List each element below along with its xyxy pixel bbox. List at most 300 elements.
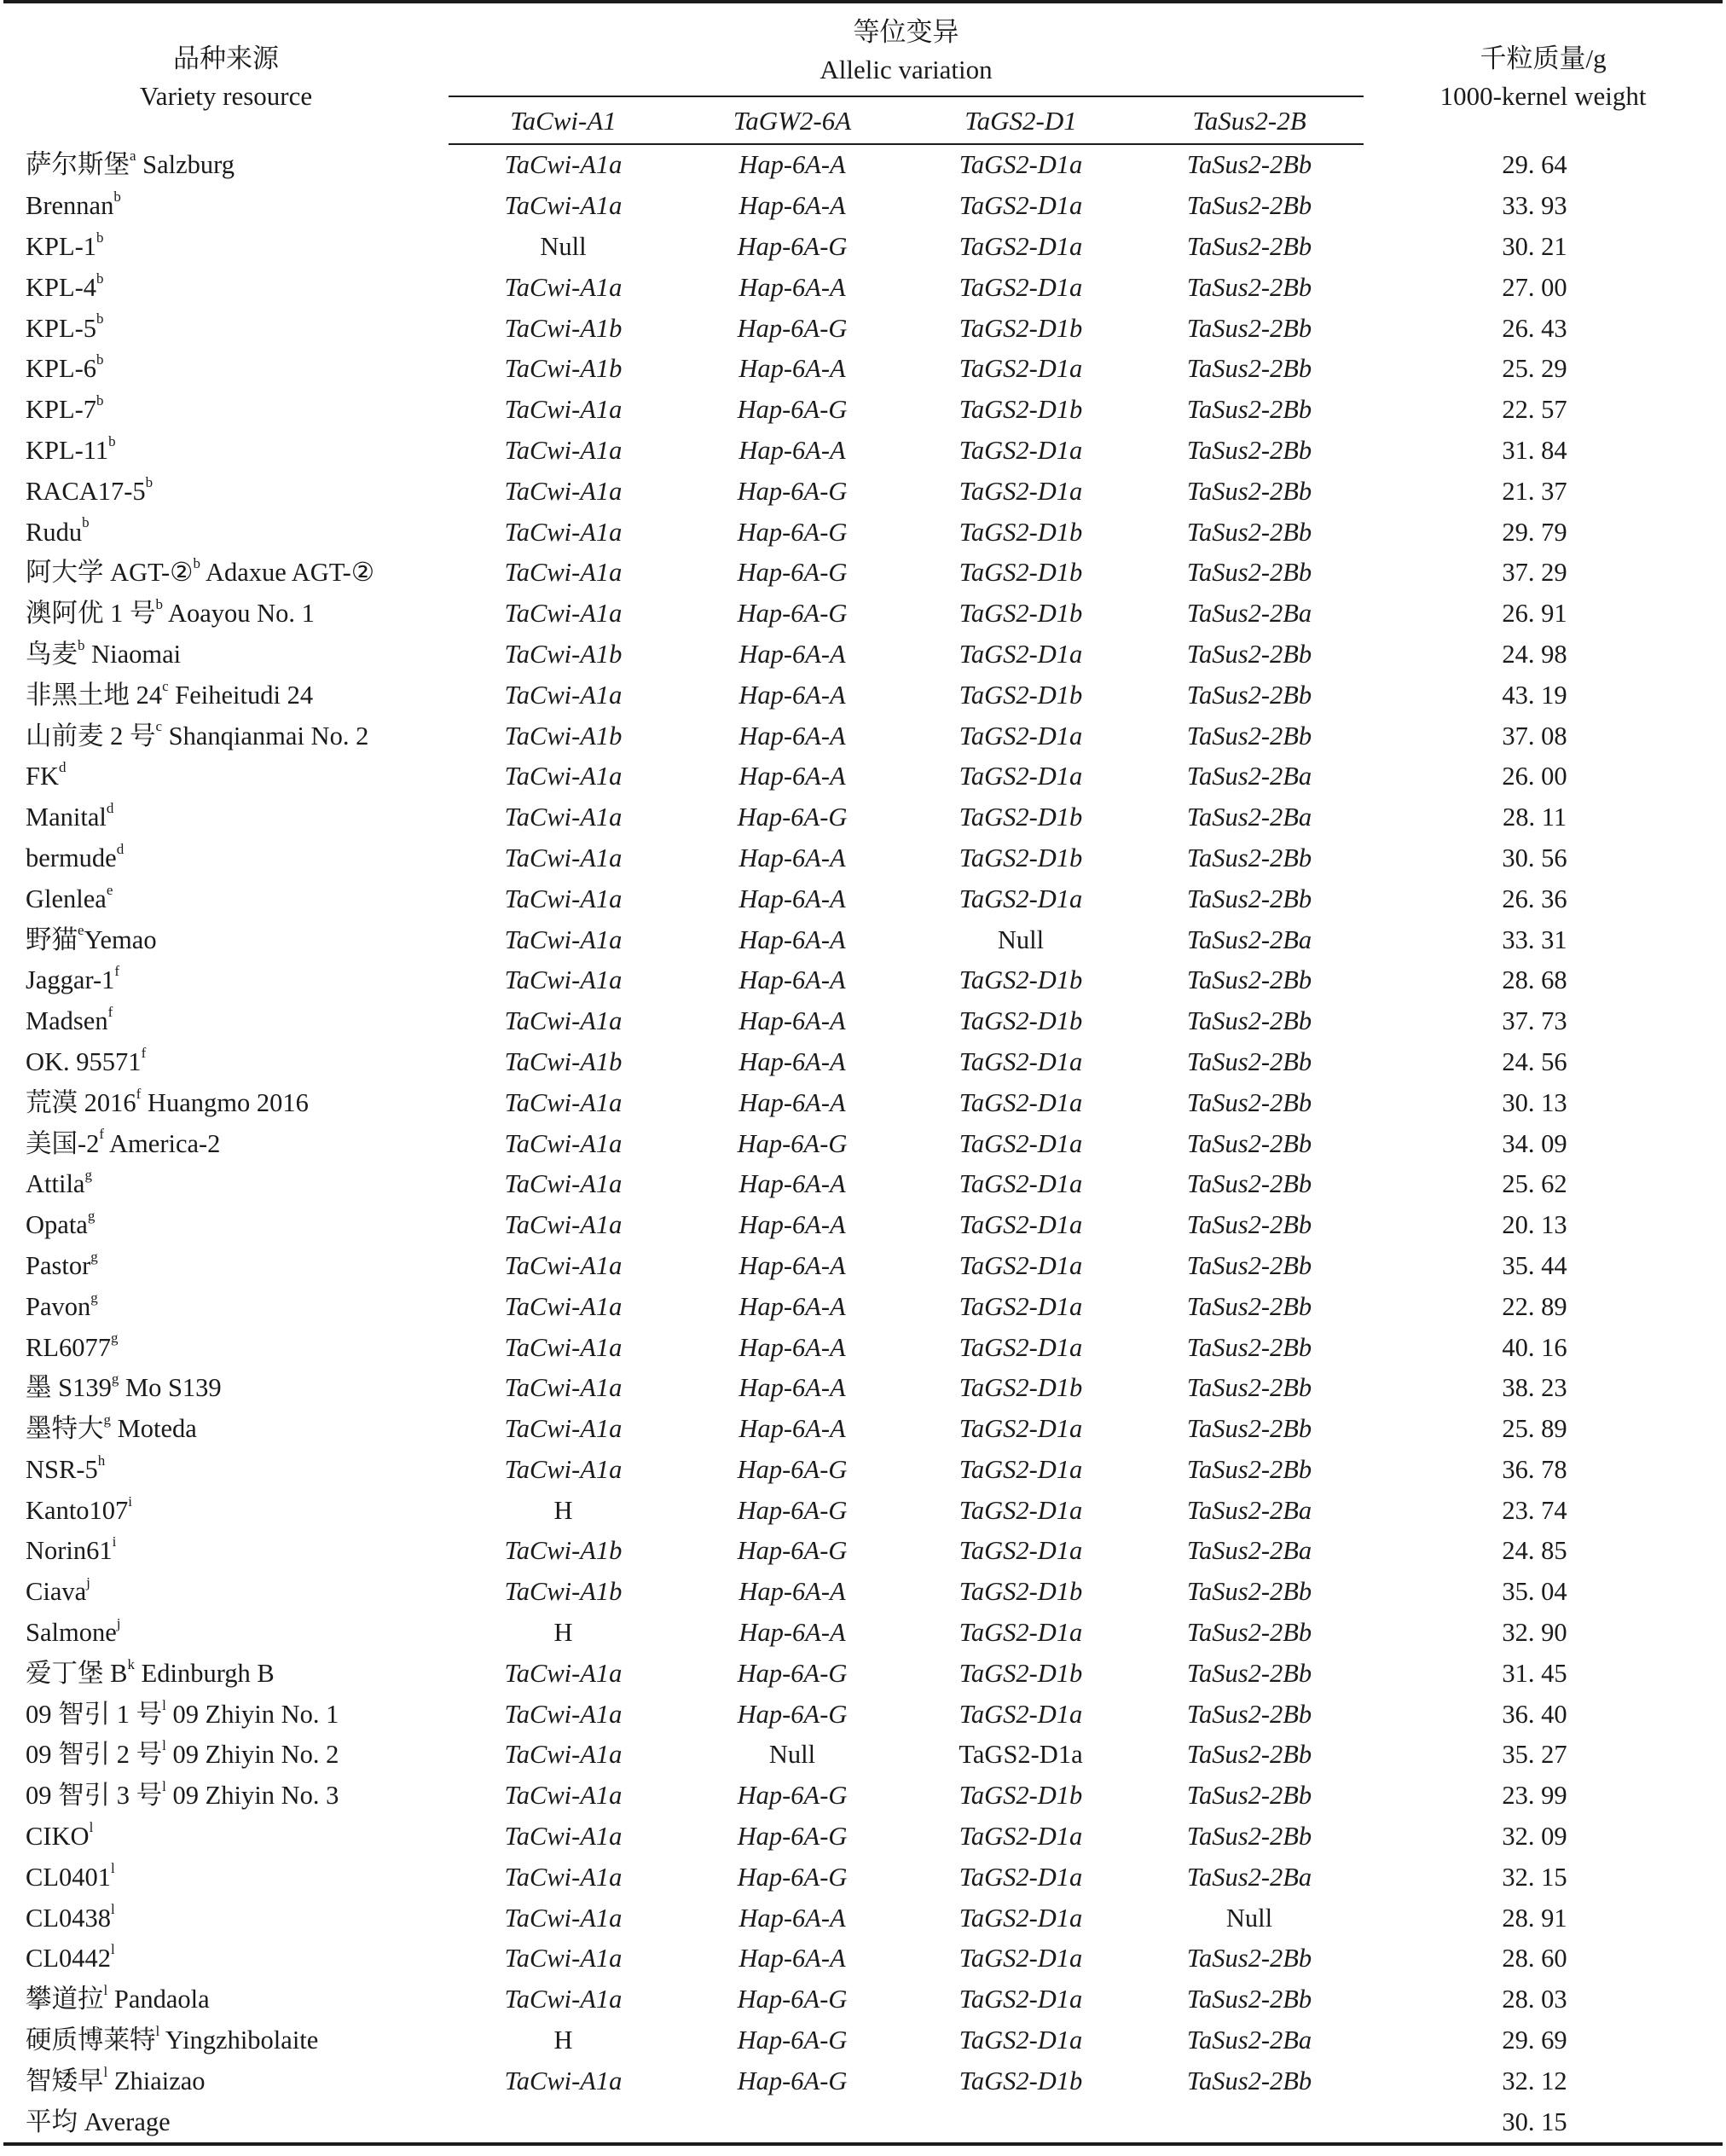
tasus2-cell: TaSus2-2Bb <box>1186 1740 1312 1770</box>
tags2-cell: TaGS2-D1a <box>959 1495 1083 1525</box>
tags2-cell: TaGS2-D1a <box>959 1944 1083 1973</box>
kernel-weight-cell: 26. 36 <box>1502 884 1567 913</box>
variety-header-zh: 品种来源 <box>173 43 279 73</box>
tagw2-cell: Hap-6A-G <box>737 1781 848 1811</box>
source-footnote-mark: b <box>96 270 104 287</box>
variety-cell <box>3 1857 449 1898</box>
tasus2-cell: TaSus2-2Bb <box>1186 354 1312 384</box>
tagw2-cell: Hap-6A-A <box>738 1210 846 1240</box>
tasus2-cell: TaSus2-2Bb <box>1186 884 1312 913</box>
tags2-cell: TaGS2-D1a <box>959 1699 1083 1729</box>
tasus2-cell: TaSus2-2Bb <box>1186 1291 1312 1321</box>
table-row <box>3 1613 1723 1654</box>
variety-cell <box>3 227 449 268</box>
tasus2-cell: TaSus2-2Ba <box>1186 1495 1312 1525</box>
tacwi-cell: TaCwi-A1a <box>504 1332 623 1362</box>
source-footnote-mark: i <box>128 1492 133 1510</box>
variety-name-en: Zhiaizao <box>107 2066 206 2095</box>
tacwi-cell: TaCwi-A1a <box>504 1006 623 1036</box>
tags2-cell <box>906 2101 1135 2144</box>
variety-name: 09 智引 1 号 <box>26 1699 163 1729</box>
kernel-weight-cell: 32. 12 <box>1502 2066 1567 2095</box>
tags2-cell: TaGS2-D1a <box>959 191 1083 221</box>
tags2-cell: TaGS2-D1a <box>959 1250 1083 1280</box>
tagw2-cell: Hap-6A-A <box>738 1903 846 1933</box>
table-row <box>3 1979 1723 2020</box>
kernel-weight-cell: 26. 43 <box>1502 313 1567 343</box>
tags2-cell: TaGS2-D1a <box>959 1862 1083 1892</box>
variety-name-en: Shanqianmai No. 2 <box>162 721 369 751</box>
variety-name: Ciava <box>26 1577 87 1607</box>
tacwi-cell: TaCwi-A1a <box>504 1414 623 1444</box>
tagw2-cell: Hap-6A-G <box>737 1128 848 1158</box>
source-footnote-mark: f <box>107 1003 113 1020</box>
tacwi-cell: TaCwi-A1b <box>504 1046 623 1076</box>
kernel-weight-cell: 38. 23 <box>1502 1373 1567 1403</box>
tasus2-cell: TaSus2-2Bb <box>1186 2066 1312 2095</box>
tasus2-cell: TaSus2-2Bb <box>1186 1985 1312 2014</box>
tacwi-cell: TaCwi-A1a <box>504 599 623 629</box>
tacwi-cell: TaCwi-A1a <box>504 517 623 547</box>
source-footnote-mark: l <box>162 1737 166 1754</box>
tacwi-cell: TaCwi-A1a <box>504 1658 623 1688</box>
tags2-cell: TaGS2-D1b <box>959 1577 1083 1607</box>
variety-name-en: Niaomai <box>84 639 182 669</box>
tacwi-cell: TaCwi-A1a <box>504 1169 623 1199</box>
tasus2-cell: TaSus2-2Bb <box>1186 1250 1312 1280</box>
tags2-cell: TaGS2-D1a <box>959 762 1083 791</box>
tags2-cell: TaGS2-D1a <box>959 1087 1083 1117</box>
source-footnote-mark: a <box>130 147 136 164</box>
source-footnote-mark: f <box>141 1044 147 1061</box>
table-row <box>3 227 1723 268</box>
kernel-weight-cell: 30. 56 <box>1502 843 1567 872</box>
tagw2-cell: Hap-6A-A <box>738 1332 846 1362</box>
variety-name: NSR-5 <box>26 1454 98 1484</box>
tagw2-cell: Hap-6A-G <box>737 1495 848 1525</box>
source-footnote-mark: l <box>103 1982 108 1999</box>
variety-cell <box>3 716 449 756</box>
source-footnote-mark: g <box>90 1248 98 1265</box>
tagw2-cell: Hap-6A-G <box>737 1454 848 1484</box>
variety-name: OK. 95571 <box>26 1046 142 1076</box>
kernel-weight-cell: 37. 73 <box>1502 1006 1567 1036</box>
tacwi-cell: TaCwi-A1a <box>504 680 623 710</box>
tagw2-cell: Hap-6A-A <box>738 1291 846 1321</box>
source-footnote-mark: j <box>86 1574 90 1591</box>
variety-name-en: Pandaola <box>107 1985 210 2014</box>
tags2-cell: TaGS2-D1a <box>959 1618 1083 1648</box>
kernel-weight-cell: 35. 44 <box>1502 1250 1567 1280</box>
variety-cell <box>3 1368 449 1409</box>
tasus2-cell: TaSus2-2Bb <box>1186 435 1312 465</box>
tagw2-cell: Hap-6A-G <box>737 1985 848 2014</box>
tasus2-cell: TaSus2-2Bb <box>1186 1332 1312 1362</box>
kernel-weight-cell: 37. 29 <box>1502 558 1567 588</box>
variety-cell <box>3 1123 449 1164</box>
variety-cell <box>3 919 449 960</box>
variety-cell <box>3 2060 449 2101</box>
variety-name-en: Aoayou No. 1 <box>163 599 315 629</box>
tasus2-cell: TaSus2-2Ba <box>1186 803 1312 832</box>
tasus2-cell: TaSus2-2Bb <box>1186 1822 1312 1852</box>
tasus2-cell: TaSus2-2Bb <box>1186 1373 1312 1403</box>
variety-cell <box>3 838 449 879</box>
tacwi-cell: TaCwi-A1a <box>504 1128 623 1158</box>
source-footnote-mark: d <box>116 840 125 857</box>
tacwi-cell: TaCwi-A1a <box>504 435 623 465</box>
tagw2-cell: Hap-6A-G <box>737 599 848 629</box>
kernel-weight-cell: 23. 99 <box>1502 1781 1567 1811</box>
tasus2-cell: TaSus2-2Ba <box>1186 2026 1312 2055</box>
table-row <box>3 1531 1723 1572</box>
kernel-weight-cell: 25. 62 <box>1502 1169 1567 1199</box>
variety-name: Pastor <box>26 1250 91 1280</box>
tacwi-cell: TaCwi-A1a <box>504 1699 623 1729</box>
tasus2-cell: TaSus2-2Bb <box>1186 1658 1312 1688</box>
table-row <box>3 308 1723 349</box>
table-row <box>3 1082 1723 1123</box>
tasus2-cell: TaSus2-2Bb <box>1186 1414 1312 1444</box>
source-footnote-mark: i <box>112 1533 117 1550</box>
source-footnote-mark: b <box>82 514 90 531</box>
variety-cell <box>3 308 449 349</box>
tagw2-cell: Hap-6A-G <box>737 2026 848 2055</box>
tacwi-cell: TaCwi-A1a <box>504 924 623 954</box>
kernel-weight-cell: 30. 13 <box>1502 1087 1567 1117</box>
variety-cell <box>3 1735 449 1776</box>
variety-cell <box>3 1327 449 1368</box>
variety-name: 美国-2 <box>26 1128 100 1158</box>
variety-cell <box>3 2101 449 2144</box>
variety-name: Glenlea <box>26 884 107 913</box>
table-row <box>3 512 1723 553</box>
tagw2-cell: Hap-6A-G <box>737 476 848 506</box>
tags2-cell: TaGS2-D1a <box>959 1046 1083 1076</box>
table-row <box>3 1286 1723 1327</box>
tags2-cell: TaGS2-D1a <box>959 639 1083 669</box>
tagw2-cell: Hap-6A-A <box>738 965 846 995</box>
tags2-cell: TaGS2-D1a <box>959 272 1083 302</box>
variety-name: RACA17-5 <box>26 476 146 506</box>
tasus2-cell: TaSus2-2Bb <box>1186 721 1312 751</box>
tacwi-cell: TaCwi-A1a <box>504 476 623 506</box>
source-footnote-mark: c <box>162 677 169 694</box>
kernel-weight-cell: 29. 69 <box>1502 2026 1567 2055</box>
kernel-weight-cell: 32. 15 <box>1502 1862 1567 1892</box>
tacwi-cell: TaCwi-A1a <box>504 1985 623 2014</box>
source-footnote-mark: d <box>59 759 67 776</box>
table-row <box>3 878 1723 919</box>
tagw2-cell: Hap-6A-A <box>738 924 846 954</box>
tasus2-cell: TaSus2-2Bb <box>1186 313 1312 343</box>
tacwi-cell: TaCwi-A1a <box>504 965 623 995</box>
tacwi-cell: TaCwi-A1b <box>504 1536 623 1566</box>
variety-cell <box>3 1531 449 1572</box>
source-footnote-mark: l <box>162 1778 166 1795</box>
gene-header-tags2: TaGS2-D1 <box>906 96 1135 144</box>
tags2-cell: TaGS2-D1b <box>959 1781 1083 1811</box>
tags2-cell: TaGS2-D1a <box>959 1414 1083 1444</box>
source-footnote-mark: e <box>78 922 84 939</box>
source-footnote-mark: l <box>110 1859 115 1876</box>
kernel-weight-cell: 32. 09 <box>1502 1822 1567 1852</box>
source-footnote-mark: l <box>110 1900 115 1917</box>
variety-cell <box>3 1286 449 1327</box>
variety-cell <box>3 1450 449 1491</box>
table-row <box>3 1694 1723 1735</box>
kernel-weight-cell: 22. 57 <box>1502 395 1567 425</box>
tasus2-cell: TaSus2-2Bb <box>1186 1046 1312 1076</box>
table-row <box>3 1327 1723 1368</box>
kernel-weight-cell: 28. 91 <box>1502 1903 1567 1933</box>
tagw2-cell: Hap-6A-G <box>737 558 848 588</box>
variety-cell <box>3 349 449 390</box>
table-row <box>3 675 1723 716</box>
variety-cell <box>3 2020 449 2061</box>
table-header <box>3 2 1723 144</box>
variety-cell <box>3 1817 449 1858</box>
tags2-cell: TaGS2-D1b <box>959 2066 1083 2095</box>
tacwi-cell: TaCwi-A1a <box>504 2066 623 2095</box>
tagw2-cell: Hap-6A-A <box>738 150 846 180</box>
tags2-cell: TaGS2-D1a <box>959 231 1083 261</box>
table-row <box>3 635 1723 675</box>
tags2-cell: TaGS2-D1b <box>959 1373 1083 1403</box>
tagw2-cell: Hap-6A-A <box>738 1577 846 1607</box>
kernel-weight-cell: 31. 45 <box>1502 1658 1567 1688</box>
table-row <box>3 919 1723 960</box>
table-row <box>3 1123 1723 1164</box>
variety-header-en: Variety resource <box>139 80 313 111</box>
tagw2-cell: Hap-6A-G <box>737 1658 848 1688</box>
variety-cell <box>3 186 449 227</box>
tagw2-cell: Hap-6A-A <box>738 1006 846 1036</box>
tacwi-cell: H <box>553 1495 573 1525</box>
variety-cell <box>3 1082 449 1123</box>
tagw2-cell: Hap-6A-A <box>738 1414 846 1444</box>
tasus2-cell: TaSus2-2Bb <box>1186 1128 1312 1158</box>
variety-cell <box>3 878 449 919</box>
source-footnote-mark: g <box>87 1207 96 1224</box>
kernel-weight-cell: 34. 09 <box>1502 1128 1567 1158</box>
variety-name-en: Yingzhibolaite <box>159 2026 319 2055</box>
variety-name: Manital <box>26 803 107 832</box>
variety-cell <box>3 756 449 797</box>
variety-name: 智矮早 <box>26 2066 104 2095</box>
tags2-cell: TaGS2-D1a <box>959 2026 1083 2055</box>
table-row <box>3 1653 1723 1694</box>
variety-cell <box>3 267 449 308</box>
source-footnote-mark: f <box>114 963 120 980</box>
source-footnote-mark: b <box>96 229 104 246</box>
tasus2-cell: TaSus2-2Bb <box>1186 680 1312 710</box>
tags2-cell: TaGS2-D1b <box>959 843 1083 872</box>
source-footnote-mark: b <box>96 392 104 409</box>
tagw2-cell: Null <box>768 1740 816 1770</box>
table-row <box>3 1042 1723 1083</box>
variety-name: KPL-1 <box>26 231 97 261</box>
kernel-weight-cell: 26. 00 <box>1502 762 1567 791</box>
table-row <box>3 1164 1723 1205</box>
gene-header-tasus2: TaSus2-2B <box>1135 96 1364 144</box>
variety-name: KPL-5 <box>26 313 97 343</box>
variety-name: Madsen <box>26 1006 108 1036</box>
variety-cell <box>3 797 449 838</box>
tags2-cell: TaGS2-D1a <box>959 1454 1083 1484</box>
kernel-weight-cell: 29. 64 <box>1502 149 1567 179</box>
tacwi-cell: TaCwi-A1a <box>504 558 623 588</box>
tasus2-cell: TaSus2-2Ba <box>1186 924 1312 954</box>
variety-name: Jaggar-1 <box>26 965 115 995</box>
kernel-weight-cell: 26. 91 <box>1502 599 1567 629</box>
tasus2-cell: TaSus2-2Ba <box>1186 1862 1312 1892</box>
table-row <box>3 186 1723 227</box>
source-footnote-mark: k <box>127 1655 135 1672</box>
kernel-weight-cell: 28. 03 <box>1502 1985 1567 2014</box>
variety-name: 荒漠 2016 <box>26 1087 136 1117</box>
tags2-cell: TaGS2-D1b <box>959 599 1083 629</box>
variety-name: 阿大学 AGT-② <box>26 558 194 588</box>
tags2-cell: TaGS2-D1a <box>959 1169 1083 1199</box>
table-row <box>3 1898 1723 1939</box>
tagw2-cell: Hap-6A-A <box>738 721 846 751</box>
tagw2-cell: Hap-6A-G <box>737 313 848 343</box>
source-footnote-mark: g <box>111 1371 119 1388</box>
tagw2-cell: Hap-6A-A <box>738 354 846 384</box>
source-footnote-mark: b <box>145 473 153 490</box>
tacwi-cell: TaCwi-A1a <box>504 150 623 180</box>
tasus2-cell: TaSus2-2Bb <box>1186 843 1312 872</box>
variety-name: 硬质博莱特 <box>26 2026 156 2055</box>
tasus2-cell: TaSus2-2Bb <box>1186 1781 1312 1811</box>
tacwi-cell: TaCwi-A1a <box>504 1903 623 1933</box>
table-row <box>3 1776 1723 1817</box>
variety-name: CL0442 <box>26 1944 111 1973</box>
tagw2-cell: Hap-6A-G <box>737 1862 848 1892</box>
tags2-cell: TaGS2-D1b <box>959 680 1083 710</box>
tags2-cell: TaGS2-D1b <box>959 395 1083 425</box>
variety-name: 墨特大 <box>26 1414 104 1444</box>
variety-name: 爱丁堡 B <box>26 1658 128 1688</box>
kernel-weight-cell: 33. 93 <box>1502 191 1567 221</box>
variety-name-en: Moteda <box>111 1414 197 1444</box>
table-row <box>3 1368 1723 1409</box>
variety-cell <box>3 1694 449 1735</box>
table-row <box>3 2060 1723 2101</box>
tacwi-cell <box>449 2101 678 2144</box>
tacwi-cell: TaCwi-A1a <box>504 1781 623 1811</box>
variety-name: Kanto107 <box>26 1495 129 1525</box>
variety-name: KPL-6 <box>26 354 97 384</box>
tacwi-cell: TaCwi-A1a <box>504 843 623 872</box>
tags2-cell: TaGS2-D1b <box>959 1658 1083 1688</box>
variety-name: 墨 S139 <box>26 1373 112 1403</box>
kernel-weight-cell: 21. 37 <box>1502 476 1567 506</box>
variety-name-en: Edinburgh B <box>134 1658 275 1688</box>
table-row <box>3 1246 1723 1287</box>
tags2-cell: TaGS2-D1a <box>959 1536 1083 1566</box>
variety-name: Norin61 <box>26 1536 113 1566</box>
variety-name: 野猫 <box>26 924 78 954</box>
source-footnote-mark: f <box>99 1126 105 1143</box>
table-row <box>3 144 1723 186</box>
variety-name: Brennan <box>26 191 114 221</box>
table-row <box>3 471 1723 512</box>
variety-name: 鸟麦 <box>26 639 78 669</box>
tacwi-cell: TaCwi-A1a <box>504 395 623 425</box>
kernel-weight-cell: 29. 79 <box>1502 517 1567 547</box>
tags2-cell: Null <box>997 924 1045 954</box>
table-row <box>3 756 1723 797</box>
variety-name-en: Salzburg <box>136 149 235 179</box>
variety-cell <box>3 144 449 186</box>
tasus2-cell: TaSus2-2Ba <box>1186 762 1312 791</box>
variety-cell <box>3 1613 449 1654</box>
tagw2-cell: Hap-6A-G <box>737 1536 848 1566</box>
tacwi-cell: H <box>553 2026 573 2055</box>
tagw2-cell <box>678 2101 906 2144</box>
tasus2-cell: TaSus2-2Bb <box>1186 395 1312 425</box>
tacwi-cell: TaCwi-A1a <box>504 884 623 913</box>
weight-header-zh: 千粒质量/g <box>1480 43 1607 73</box>
variety-name: Rudu <box>26 517 83 547</box>
variety-cell <box>3 390 449 431</box>
variety-cell <box>3 1409 449 1450</box>
tasus2-cell: TaSus2-2Bb <box>1186 150 1312 180</box>
variety-name: Pavon <box>26 1291 91 1321</box>
tags2-cell: TaGS2-D1a <box>959 1985 1083 2014</box>
tags2-cell: TaGS2-D1a <box>959 1740 1083 1770</box>
tags2-cell: TaGS2-D1b <box>959 517 1083 547</box>
tagw2-cell: Hap-6A-A <box>738 1169 846 1199</box>
tagw2-cell: Hap-6A-A <box>738 1250 846 1280</box>
tagw2-cell: Hap-6A-A <box>738 191 846 221</box>
source-footnote-mark: l <box>155 2022 160 2039</box>
kernel-weight-cell: 28. 11 <box>1502 803 1567 832</box>
table-row <box>3 2101 1723 2144</box>
tacwi-cell: TaCwi-A1a <box>504 1740 623 1770</box>
tags2-cell: TaGS2-D1a <box>959 1128 1083 1158</box>
tagw2-cell: Hap-6A-A <box>738 1618 846 1648</box>
variety-name-en: Yemao <box>84 924 157 954</box>
variety-header <box>3 2 449 144</box>
tasus2-cell: TaSus2-2Bb <box>1186 1454 1312 1484</box>
kernel-weight-cell: 24. 98 <box>1502 639 1567 669</box>
kernel-weight-cell: 28. 68 <box>1502 965 1567 995</box>
tagw2-cell: Hap-6A-A <box>738 680 846 710</box>
source-footnote-mark: b <box>78 636 85 653</box>
variety-name: 攀道拉 <box>26 1985 104 2014</box>
table-row <box>3 1735 1723 1776</box>
tags2-cell: TaGS2-D1a <box>959 150 1083 180</box>
tags2-cell: TaGS2-D1b <box>959 965 1083 995</box>
variety-cell <box>3 1939 449 1979</box>
table-row <box>3 553 1723 594</box>
kernel-weight-cell: 28. 60 <box>1502 1944 1567 1973</box>
table-row <box>3 797 1723 838</box>
table-row <box>3 960 1723 1001</box>
tagw2-cell: Hap-6A-A <box>738 884 846 913</box>
variety-name-en: Huangmo 2016 <box>141 1087 309 1117</box>
variety-name-en: 09 Zhiyin No. 2 <box>165 1740 339 1770</box>
variety-name: 澳阿优 1 号 <box>26 599 156 629</box>
source-footnote-mark: l <box>89 1818 94 1835</box>
variety-name-en: America-2 <box>104 1128 221 1158</box>
tasus2-cell: TaSus2-2Bb <box>1186 231 1312 261</box>
table-row <box>3 267 1723 308</box>
variety-name: 山前麦 2 号 <box>26 721 156 751</box>
